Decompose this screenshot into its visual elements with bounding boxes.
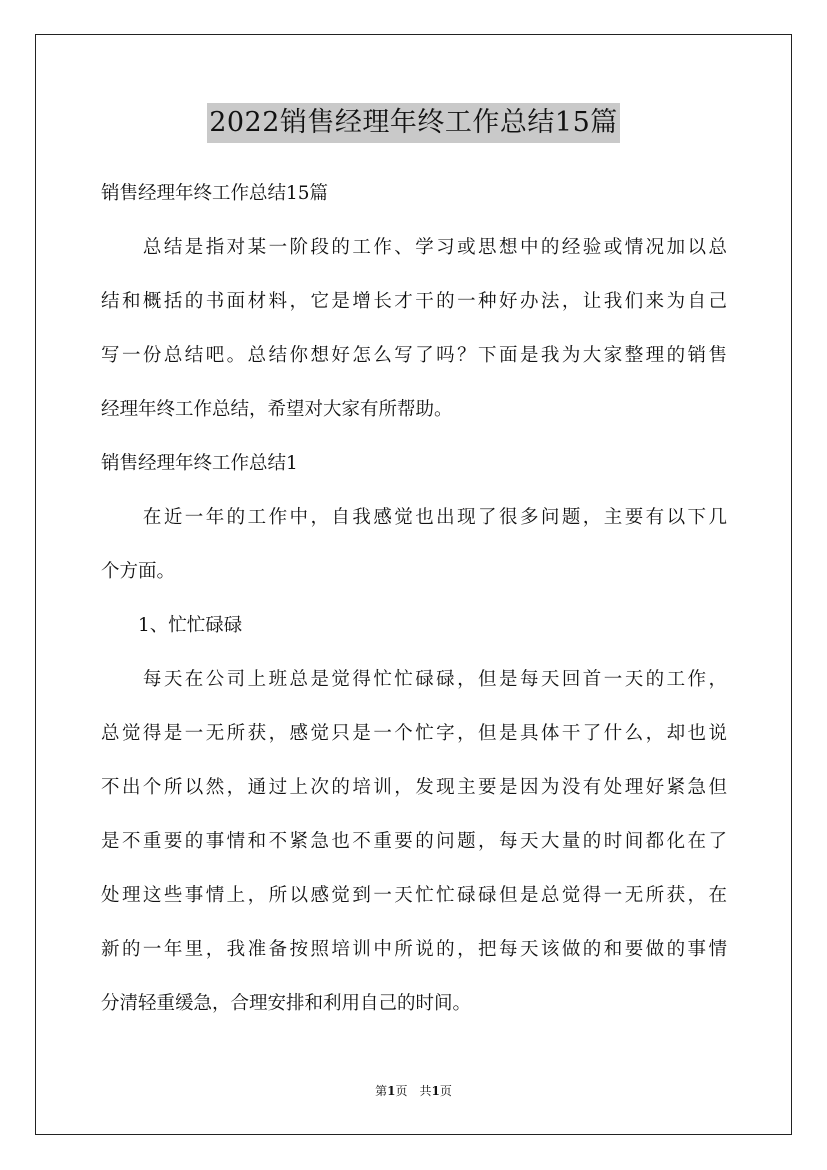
footer-page-suffix: 页 (439, 1084, 452, 1098)
item-body-line-6: 新的一年里，我准备按照培训中所说的，把每天该做的和要做的事情 (101, 939, 727, 960)
intro-line-1: 总结是指对某一阶段的工作、学习或思想中的经验或情况加以总 (101, 237, 727, 258)
intro-line-4: 经理年终工作总结，希望对大家有所帮助。 (101, 399, 453, 420)
footer-page-prefix: 第 (375, 1084, 388, 1098)
item-body-line-5: 处理这些事情上，所以感觉到一天忙忙碌碌但是总觉得一无所获，在 (101, 885, 727, 906)
item-body-line-1: 每天在公司上班总是觉得忙忙碌碌，但是每天回首一天的工作， (101, 669, 727, 690)
footer-page-total: 1 (431, 1084, 440, 1098)
item-body-line-2: 总觉得是一无所获，感觉只是一个忙字，但是具体干了什么，却也说 (101, 723, 727, 744)
item-body-line-3: 不出个所以然，通过上次的培训，发现主要是因为没有处理好紧急但 (101, 777, 727, 798)
intro-line-2: 结和概括的书面材料，它是增长才干的一种好办法，让我们来为自己 (101, 291, 727, 312)
document-subtitle: 销售经理年终工作总结15篇 (101, 183, 329, 204)
title-area (0, 103, 827, 143)
item-body-line-7: 分清轻重缓急，合理安排和利用自己的时间。 (101, 993, 472, 1014)
footer-page-number: 1 (387, 1084, 396, 1098)
section-heading: 销售经理年终工作总结1 (101, 453, 298, 474)
section-intro-line-2: 个方面。 (101, 561, 176, 582)
section-intro-line-1: 在近一年的工作中，自我感觉也出现了很多问题，主要有以下几 (101, 507, 727, 528)
page-footer (0, 1083, 827, 1099)
intro-line-3: 写一份总结吧。总结你想好怎么写了吗？下面是我为大家整理的销售 (101, 345, 727, 366)
document-title: 2022销售经理年终工作总结15篇 (207, 103, 620, 143)
footer-page-mid: 页 共 (395, 1084, 432, 1098)
item-body-line-4: 是不重要的事情和不紧急也不重要的问题，每天大量的时间都化在了 (101, 831, 727, 852)
item-heading: 1、忙忙碌碌 (101, 615, 243, 636)
